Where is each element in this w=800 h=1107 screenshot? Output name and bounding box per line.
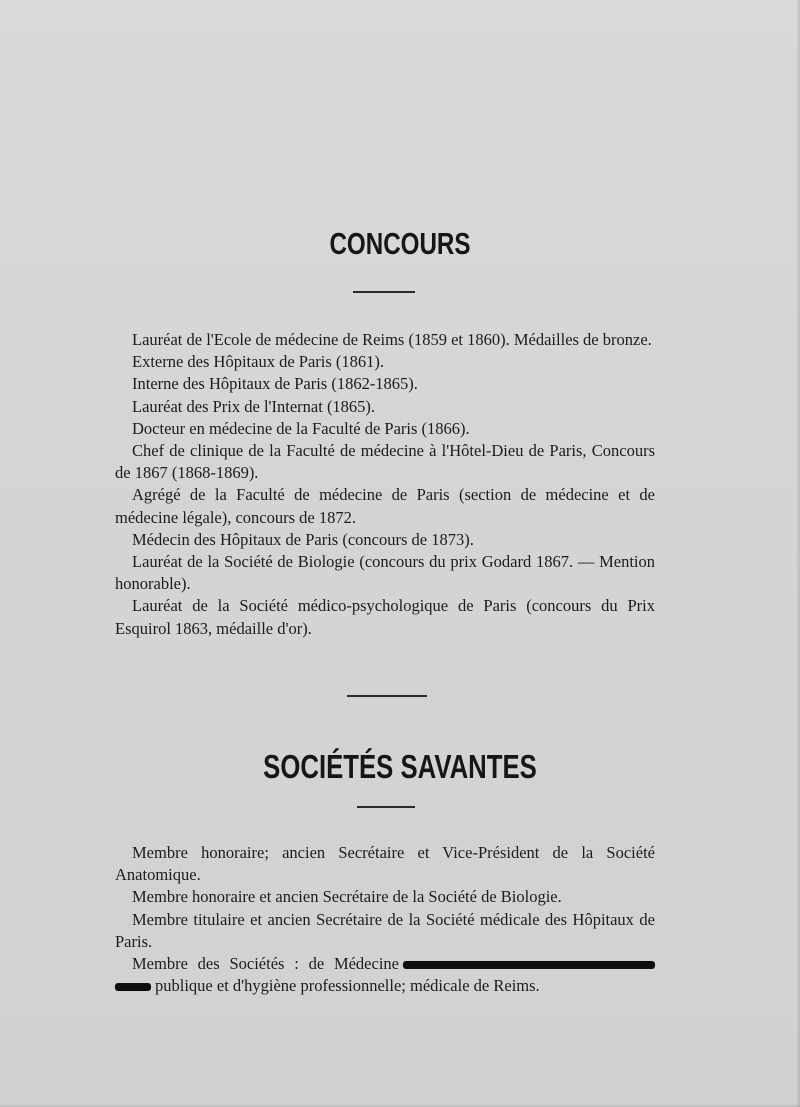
- list-item: Lauréat de la Société médico-psychologique de Paris (concours du Prix Esquirol 1863, médaille d'or).: [115, 596, 655, 638]
- title-underline: [357, 806, 415, 808]
- list-item: Lauréat de l'Ecole de médecine de Reims (1859 et 1860). Médailles de bronze.: [132, 330, 652, 349]
- list-item-text-start: Membre des Sociétés : de Médecine: [132, 954, 399, 974]
- list-item: Membre honoraire et ancien Secrétaire de la Société de Biologie.: [132, 887, 562, 907]
- list-item: Interne des Hôpitaux de Paris (1862-1865).: [132, 374, 418, 394]
- title-underline: [353, 291, 415, 293]
- list-item: Agrégé de la Faculté de médecine de Paris (section de médecine et de médecine légale), concours de 1872.: [115, 485, 655, 527]
- concours-list: [115, 329, 655, 640]
- societes-list: [115, 842, 655, 997]
- list-item: Membre honoraire; ancien Secrétaire et Vice-Président de la Société Anatomique.: [115, 843, 655, 885]
- list-item: [115, 953, 655, 997]
- section-divider: [347, 695, 427, 697]
- list-item-text-end: publique et d'hygiène professionnelle; médicale de Reims.: [155, 976, 540, 996]
- section-title-societes-savantes: SOCIÉTÉS SAVANTES: [263, 748, 537, 785]
- list-item: Chef de clinique de la Faculté de médecine à l'Hôtel-Dieu de Paris, Concours de 1867 (1868-1869).: [115, 441, 655, 483]
- scan-edge: [796, 0, 800, 1107]
- scan-edge: [0, 1103, 800, 1107]
- redaction-mark: [115, 983, 151, 991]
- list-item: Membre titulaire et ancien Secrétaire de la Société médicale des Hôpitaux de Paris.: [115, 909, 655, 951]
- list-item: Externe des Hôpitaux de Paris (1861).: [132, 352, 385, 372]
- list-item: Lauréat des Prix de l'Internat (1865).: [132, 396, 376, 416]
- list-item: Médecin des Hôpitaux de Paris (concours de 1873).: [132, 529, 474, 549]
- redaction-mark: [403, 961, 655, 969]
- list-item: Lauréat de la Société de Biologie (concours du prix Godard 1867. — Mention honorable).: [115, 552, 655, 594]
- section-title-concours: CONCOURS: [329, 226, 471, 261]
- list-item: Docteur en médecine de la Faculté de Paris (1866).: [132, 418, 470, 438]
